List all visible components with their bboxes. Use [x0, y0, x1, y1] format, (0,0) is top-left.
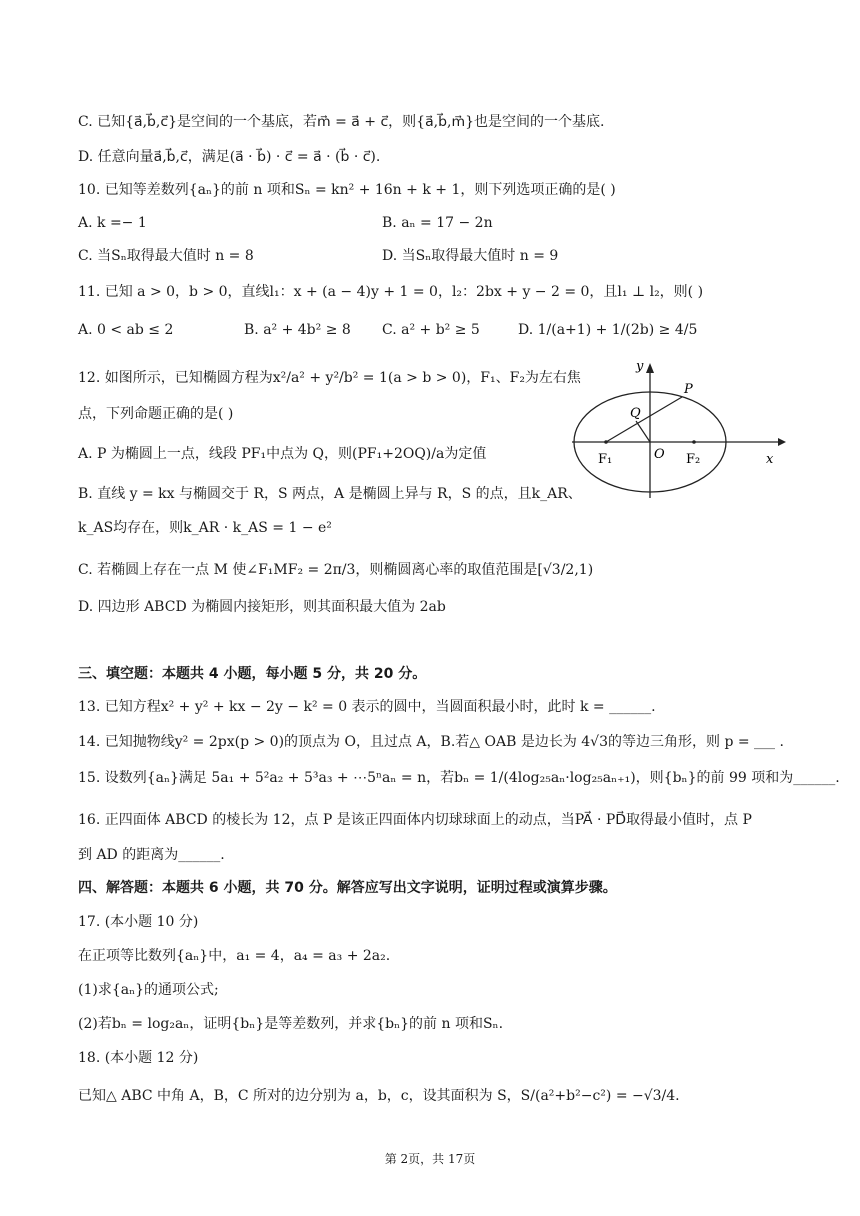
q11-stem: 11. 已知 a > 0，b > 0，直线l₁：x + (a − 4)y + 1 = 0，l₂：2bx + y − 2 = 0，且l₁ ⊥ l₂，则( ) [78, 284, 704, 300]
q15: 15. 设数列{aₙ}满足 5a₁ + 5²a₂ + 5³a₃ + ⋯5ⁿaₙ = n，若bₙ = 1/(4log₂₅aₙ·log₂₅aₙ₊₁)，则{bₙ}的前 99 项和为______. [78, 770, 840, 786]
q10-option-d: D. 当Sₙ取得最大值时 n = 9 [382, 248, 559, 264]
section-fill-heading: 三、填空题：本题共 4 小题，每小题 5 分，共 20 分。 [78, 666, 427, 682]
label-f1: F₁ [598, 452, 613, 467]
label-f2: F₂ [686, 452, 701, 467]
q17-part-2: (2)若bₙ = log₂aₙ，证明{bₙ}是等差数列，并求{bₙ}的前 n 项和Sₙ. [78, 1016, 504, 1032]
q12-option-a: A. P 为椭圆上一点，线段 PF₁中点为 Q，则(PF₁+2OQ)/a为定值 [78, 446, 487, 462]
label-y: y [636, 359, 644, 374]
label-p: P [684, 382, 693, 397]
q14: 14. 已知抛物线y² = 2px(p > 0)的顶点为 O，且过点 A，B.若△ OAB 是边长为 4√3的等边三角形，则 p = ___ . [78, 734, 784, 750]
q17-part-1: (1)求{aₙ}的通项公式; [78, 982, 219, 998]
point-f2 [692, 440, 696, 444]
q12-stem-1: 12. 如图所示，已知椭圆方程为x²/a² + y²/b² = 1(a > b > 0)，F₁、F₂为左右焦 [78, 370, 581, 386]
q9-option-d: D. 任意向量a⃗,b⃗,c⃗，满足(a⃗ · b⃗) · c⃗ = a⃗ · (b⃗ · c⃗). [78, 149, 381, 165]
q9-option-c: C. 已知{a⃗,b⃗,c⃗}是空间的一个基底，若m⃗ = a⃗ + c⃗，则{a⃗,b⃗,m⃗}也是空间的一个基底. [78, 114, 605, 130]
q10-option-b: B. aₙ = 17 − 2n [382, 215, 493, 231]
label-x: x [766, 452, 774, 467]
section-answer-heading: 四、解答题：本题共 6 小题，共 70 分。解答应写出文字说明，证明过程或演算步骤。 [78, 880, 617, 896]
q10-option-c: C. 当Sₙ取得最大值时 n = 8 [78, 248, 254, 264]
label-o: O [654, 447, 665, 462]
q16-line-1: 16. 正四面体 ABCD 的棱长为 12，点 P 是该正四面体内切球球面上的动点，当PA⃗ · PD⃗取得最小值时，点 P [78, 812, 752, 828]
q17-header: 17. (本小题 10 分) [78, 914, 199, 930]
segment-o-q [636, 421, 650, 442]
x-axis-arrow [778, 438, 786, 446]
q12-option-c: C. 若椭圆上存在一点 M 使∠F₁MF₂ = 2π/3，则椭圆离心率的取值范围是[√3/2,1) [78, 562, 594, 578]
q12-stem-2: 点，下列命题正确的是( ) [78, 406, 234, 422]
q18-stem: 已知△ ABC 中角 A，B，C 所对的边分别为 a，b，c，设其面积为 S，S/(a²+b²−c²) = −√3/4. [78, 1088, 680, 1104]
q12-option-b-2: k_AS均存在，则k_AR · k_AS = 1 − e² [78, 520, 332, 536]
ellipse-figure [560, 355, 790, 505]
q18-header: 18. (本小题 12 分) [78, 1050, 199, 1066]
q16-line-2: 到 AD 的距离为______. [78, 847, 225, 863]
q10-stem: 10. 已知等差数列{aₙ}的前 n 项和Sₙ = kn² + 16n + k + 1，则下列选项正确的是( ) [78, 182, 616, 198]
segment-f1-p [606, 397, 682, 442]
q17-stem: 在正项等比数列{aₙ}中，a₁ = 4，a₄ = a₃ + 2a₂. [78, 948, 391, 964]
q13: 13. 已知方程x² + y² + kx − 2y − k² = 0 表示的圆中，当圆面积最小时，此时 k = ______. [78, 699, 656, 715]
page-footer: 第 2页，共 17页 [384, 1152, 476, 1166]
q10-option-a: A. k =− 1 [78, 215, 147, 231]
q11-option-a: A. 0 < ab ≤ 2 [78, 322, 174, 338]
q11-option-d: D. 1/(a+1) + 1/(2b) ≥ 4/5 [518, 322, 698, 338]
q11-option-b: B. a² + 4b² ≥ 8 [244, 322, 351, 338]
q11-option-c: C. a² + b² ≥ 5 [382, 322, 480, 338]
q12-option-d: D. 四边形 ABCD 为椭圆内接矩形，则其面积最大值为 2ab [78, 599, 446, 615]
y-axis-arrow [646, 363, 654, 373]
q12-option-b-1: B. 直线 y = kx 与椭圆交于 R，S 两点，A 是椭圆上异与 R，S 的点，且k_AR、 [78, 486, 582, 502]
point-f1 [604, 440, 608, 444]
label-q: Q [630, 406, 641, 421]
